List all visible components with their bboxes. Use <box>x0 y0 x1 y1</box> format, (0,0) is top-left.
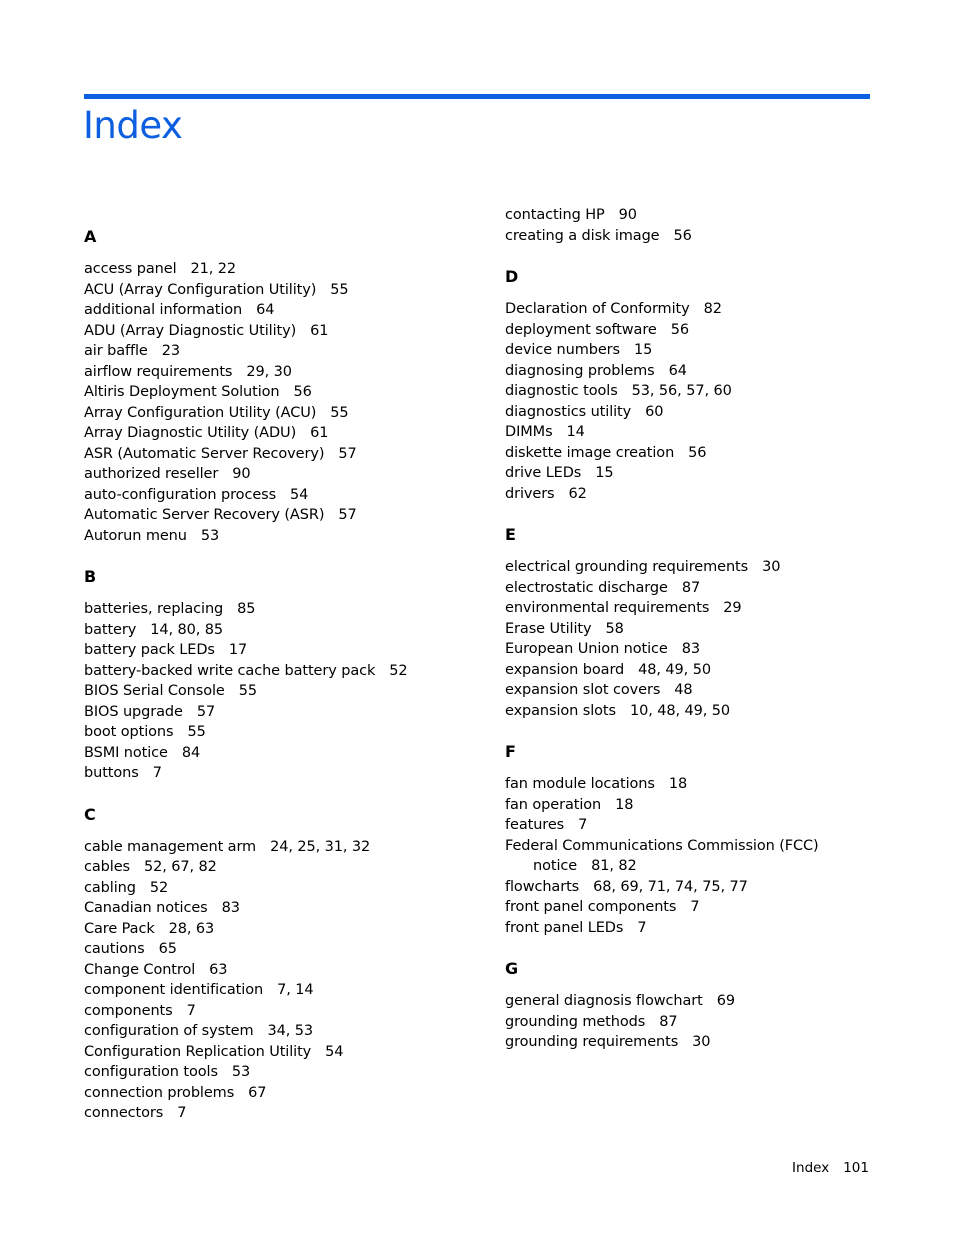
entry-pages[interactable]: 53, 56, 57, 60 <box>631 383 732 399</box>
entry-pages[interactable]: 21, 22 <box>190 261 237 277</box>
entry-term: access panel <box>84 261 177 277</box>
index-column-left <box>84 227 494 1124</box>
entry-pages[interactable]: 15 <box>595 465 614 481</box>
index-entry <box>505 660 915 681</box>
entry-term: notice <box>533 858 578 874</box>
entry-pages[interactable]: 52 <box>149 879 169 896</box>
entry-term: deployment software <box>505 321 657 338</box>
entry-term: Federal Communications Commission (FCC) <box>505 837 819 854</box>
entry-term: DIMMs <box>505 424 553 440</box>
title-rule <box>84 94 870 99</box>
entry-pages[interactable]: 34, 53 <box>267 1023 314 1039</box>
index-entry <box>84 1083 494 1104</box>
entry-term: flowcharts <box>505 878 580 895</box>
index-entry <box>84 1042 494 1063</box>
section-gap <box>84 784 494 805</box>
entry-term: air baffle <box>84 343 148 359</box>
entry-term: Change Control <box>84 961 196 978</box>
index-entry <box>84 403 494 424</box>
section-letter: D <box>505 267 519 286</box>
entry-pages[interactable]: 7 <box>578 817 588 833</box>
entry-pages[interactable]: 55 <box>187 724 206 740</box>
entry-term: expansion board <box>505 661 625 678</box>
entry-term: environmental requirements <box>505 600 710 616</box>
entry-term: drivers <box>505 485 555 502</box>
section-gap <box>84 546 494 567</box>
entry-term: fan operation <box>505 796 602 813</box>
entry-term: expansion slots <box>505 702 616 719</box>
entry-term: front panel components <box>505 899 677 915</box>
entry-term: front panel LEDs <box>505 919 624 936</box>
index-entry <box>84 722 494 743</box>
entry-term: Canadian notices <box>84 900 208 916</box>
entry-pages[interactable]: 7 <box>152 765 162 781</box>
entry-pages[interactable]: 23 <box>161 343 180 359</box>
entry-pages[interactable]: 85 <box>237 601 256 617</box>
entry-term: BSMI notice <box>84 744 168 761</box>
section-letter: B <box>84 567 97 586</box>
entry-term: authorized reseller <box>84 466 219 482</box>
entry-pages[interactable]: 69 <box>716 993 735 1009</box>
entry-pages[interactable]: 82 <box>703 301 722 317</box>
entry-term: features <box>505 817 565 833</box>
entry-pages[interactable]: 61 <box>310 425 329 441</box>
entry-pages[interactable]: 24, 25, 31, 32 <box>270 838 371 855</box>
entry-term: connection problems <box>84 1084 235 1101</box>
entry-term: BIOS upgrade <box>84 703 183 720</box>
entry-term: auto-configuration process <box>84 486 277 503</box>
footer-page-number: 101 <box>843 1160 869 1176</box>
entry-pages[interactable]: 15 <box>633 342 653 358</box>
index-entry <box>505 991 915 1012</box>
entry-term: cautions <box>84 941 145 957</box>
index-entry <box>505 897 915 918</box>
entry-pages[interactable]: 7 <box>690 899 700 915</box>
entry-pages[interactable]: 7 <box>186 1002 196 1019</box>
entry-term: batteries, replacing <box>84 601 224 617</box>
entry-pages[interactable]: 57 <box>338 507 357 523</box>
entry-pages[interactable]: 52, 67, 82 <box>143 859 217 875</box>
index-entry <box>505 877 915 898</box>
entry-pages[interactable]: 53 <box>231 1064 251 1080</box>
index-entry <box>84 341 494 362</box>
index-entry <box>505 226 915 247</box>
index-entry <box>84 837 494 858</box>
entry-term: buttons <box>84 765 139 781</box>
footer-section: Index <box>792 1160 830 1176</box>
entry-pages[interactable]: 64 <box>668 362 687 379</box>
index-entry <box>505 1012 915 1033</box>
entry-pages[interactable]: 55 <box>238 683 258 699</box>
entry-pages[interactable]: 18 <box>668 776 688 792</box>
entry-pages[interactable]: 56 <box>293 384 312 400</box>
index-entry <box>84 702 494 723</box>
entry-term: connectors <box>84 1105 164 1121</box>
entry-term: fan module locations <box>505 776 655 792</box>
index-section <box>505 959 915 1053</box>
index-entry <box>505 422 915 443</box>
index-entry <box>505 701 915 722</box>
entry-term: device numbers <box>505 342 620 358</box>
entry-pages[interactable]: 83 <box>221 900 240 916</box>
entry-term: Erase Utility <box>505 620 592 637</box>
entry-pages[interactable]: 81, 82 <box>591 858 637 874</box>
index-entry <box>84 300 494 321</box>
index-entry <box>505 557 915 578</box>
index-entry <box>84 526 494 547</box>
index-entry <box>84 661 494 682</box>
index-entry <box>84 505 494 526</box>
entry-pages[interactable]: 84 <box>181 744 201 761</box>
index-entry <box>84 640 494 661</box>
index-entry <box>84 919 494 940</box>
entry-term: cables <box>84 859 130 875</box>
entry-term: cabling <box>84 879 136 896</box>
entry-pages[interactable]: 87 <box>659 1013 678 1030</box>
index-entry <box>84 321 494 342</box>
index-entry <box>505 619 915 640</box>
index-entry <box>84 599 494 620</box>
index-entry <box>84 980 494 1001</box>
index-entry <box>505 836 915 857</box>
index-entry <box>84 878 494 899</box>
section-letter: G <box>505 959 519 978</box>
entry-pages[interactable]: 83 <box>681 641 701 657</box>
entry-pages[interactable]: 53 <box>200 527 220 544</box>
entry-pages[interactable]: 30 <box>762 559 781 575</box>
entry-pages[interactable]: 87 <box>681 579 701 596</box>
section-gap <box>505 721 915 742</box>
entry-term: electrostatic discharge <box>505 579 668 596</box>
section-gap <box>505 504 915 525</box>
index-section <box>84 805 494 1124</box>
entry-pages[interactable]: 7, 14 <box>277 982 314 998</box>
index-section <box>505 742 915 938</box>
entry-term: components <box>84 1002 173 1019</box>
entry-term: BIOS Serial Console <box>84 683 225 699</box>
entry-pages[interactable]: 61 <box>310 322 329 339</box>
entry-pages[interactable]: 54 <box>290 486 309 503</box>
entry-pages[interactable]: 56 <box>670 321 689 338</box>
index-entry <box>505 361 915 382</box>
index-entry <box>505 320 915 341</box>
entry-pages[interactable]: 18 <box>615 796 634 813</box>
index-entry <box>84 960 494 981</box>
entry-pages[interactable]: 28, 63 <box>168 920 215 937</box>
index-entry <box>505 463 915 484</box>
section-letter: C <box>84 804 96 824</box>
entry-term: contacting HP <box>505 207 605 223</box>
index-section <box>84 567 494 784</box>
entry-term: grounding methods <box>505 1013 646 1030</box>
entry-pages[interactable]: 64 <box>256 302 275 318</box>
index-entry <box>505 443 915 464</box>
index-entry <box>505 774 915 795</box>
index-entry <box>505 340 915 361</box>
index-entry <box>84 1021 494 1042</box>
index-entry <box>84 1103 494 1124</box>
entry-term: expansion slot covers <box>505 682 661 698</box>
entry-pages[interactable]: 62 <box>568 485 587 502</box>
entry-term: diskette image creation <box>505 444 675 461</box>
entry-term: additional information <box>84 302 243 318</box>
entry-term: configuration of system <box>84 1023 254 1039</box>
entry-term: European Union notice <box>505 641 668 657</box>
entry-pages[interactable]: 17 <box>228 642 248 658</box>
section-letter: F <box>505 742 516 761</box>
entry-term: Array Configuration Utility (ACU) <box>84 404 317 421</box>
page-footer <box>792 1158 869 1178</box>
index-entry <box>84 620 494 641</box>
index-entry <box>505 205 915 226</box>
section-letter: E <box>505 525 516 544</box>
entry-term: Autorun menu <box>84 527 187 544</box>
section-letter: A <box>84 227 97 246</box>
index-section <box>505 267 915 504</box>
entry-term: ADU (Array Diagnostic Utility) <box>84 322 297 339</box>
entry-term: battery-backed write cache battery pack <box>84 662 376 679</box>
index-entry <box>505 815 915 836</box>
entry-term: drive LEDs <box>505 465 582 481</box>
index-entry <box>84 857 494 878</box>
entry-term: battery <box>84 621 137 638</box>
entry-term: configuration tools <box>84 1064 218 1080</box>
index-entry <box>84 280 494 301</box>
entry-pages[interactable]: 48, 49, 50 <box>638 661 711 678</box>
entry-term: Configuration Replication Utility <box>84 1043 312 1060</box>
entry-term: general diagnosis flowchart <box>505 993 703 1009</box>
index-entry <box>84 464 494 485</box>
index-entry <box>84 362 494 383</box>
entry-term: Declaration of Conformity <box>505 301 690 317</box>
entry-pages[interactable]: 7 <box>177 1105 187 1121</box>
entry-pages[interactable]: 90 <box>618 207 637 223</box>
entry-pages[interactable]: 7 <box>637 919 647 936</box>
entry-pages[interactable]: 29 <box>723 600 742 616</box>
entry-pages[interactable]: 65 <box>158 941 177 957</box>
entry-pages[interactable]: 57 <box>196 703 216 720</box>
section-gap <box>505 938 915 959</box>
index-entry <box>505 918 915 939</box>
index-entry <box>505 381 915 402</box>
index-entry <box>505 484 915 505</box>
index-entry <box>505 856 915 877</box>
entry-pages[interactable]: 90 <box>232 466 251 482</box>
entry-term: ASR (Automatic Server Recovery) <box>84 445 325 462</box>
index-entry <box>84 1062 494 1083</box>
index-entry <box>84 898 494 919</box>
entry-pages[interactable]: 54 <box>325 1043 344 1060</box>
entry-term: Care Pack <box>84 920 155 937</box>
entry-pages[interactable]: 14 <box>566 424 585 440</box>
entry-pages[interactable]: 56 <box>673 227 692 244</box>
entry-pages[interactable]: 14, 80, 85 <box>150 621 224 638</box>
entry-pages[interactable]: 60 <box>645 403 664 420</box>
index-entry <box>84 763 494 784</box>
entry-pages[interactable]: 48 <box>674 682 693 698</box>
index-entry <box>505 402 915 423</box>
entry-term: diagnostics utility <box>505 403 632 420</box>
entry-term: airflow requirements <box>84 363 233 380</box>
entry-term: electrical grounding requirements <box>505 559 749 575</box>
index-entry <box>84 1001 494 1022</box>
entry-pages[interactable]: 30 <box>692 1034 711 1050</box>
index-column-right <box>505 205 915 1053</box>
entry-pages[interactable]: 56 <box>688 444 707 461</box>
index-section <box>505 205 915 246</box>
entry-term: grounding requirements <box>505 1034 679 1050</box>
page-title: Index <box>83 104 183 147</box>
index-entry <box>84 485 494 506</box>
index-entry <box>84 681 494 702</box>
index-entry <box>505 795 915 816</box>
entry-term: ACU (Array Configuration Utility) <box>84 281 317 298</box>
entry-term: creating a disk image <box>505 227 660 244</box>
entry-pages[interactable]: 63 <box>209 961 228 978</box>
index-entry <box>505 639 915 660</box>
entry-pages[interactable]: 55 <box>330 404 349 421</box>
entry-term: cable management arm <box>84 838 257 855</box>
entry-pages[interactable]: 67 <box>248 1084 267 1101</box>
index-section <box>84 227 494 546</box>
index-entry <box>84 939 494 960</box>
index-entry <box>84 382 494 403</box>
index-entry <box>84 444 494 465</box>
entry-pages[interactable]: 10, 48, 49, 50 <box>629 702 731 719</box>
index-entry <box>505 299 915 320</box>
entry-term: diagnostic tools <box>505 383 618 399</box>
index-section <box>505 525 915 721</box>
entry-pages[interactable]: 68, 69, 71, 74, 75, 77 <box>593 878 748 895</box>
entry-term: battery pack LEDs <box>84 642 215 658</box>
index-entry <box>84 423 494 444</box>
entry-term: Array Diagnostic Utility (ADU) <box>84 425 297 441</box>
entry-pages[interactable]: 57 <box>338 445 357 462</box>
index-entry <box>84 259 494 280</box>
index-entry <box>505 578 915 599</box>
index-entry <box>505 1032 915 1053</box>
index-entry <box>84 743 494 764</box>
index-entry <box>505 598 915 619</box>
entry-pages[interactable]: 58 <box>605 620 624 637</box>
section-gap <box>505 246 915 267</box>
entry-term: diagnosing problems <box>505 362 655 379</box>
index-entry <box>505 680 915 701</box>
entry-pages[interactable]: 52 <box>389 662 408 679</box>
entry-pages[interactable]: 29, 30 <box>246 363 292 380</box>
entry-term: component identification <box>84 982 264 998</box>
entry-pages[interactable]: 55 <box>330 281 349 298</box>
entry-term: boot options <box>84 724 174 740</box>
entry-term: Altiris Deployment Solution <box>84 384 280 400</box>
entry-term: Automatic Server Recovery (ASR) <box>84 507 325 523</box>
